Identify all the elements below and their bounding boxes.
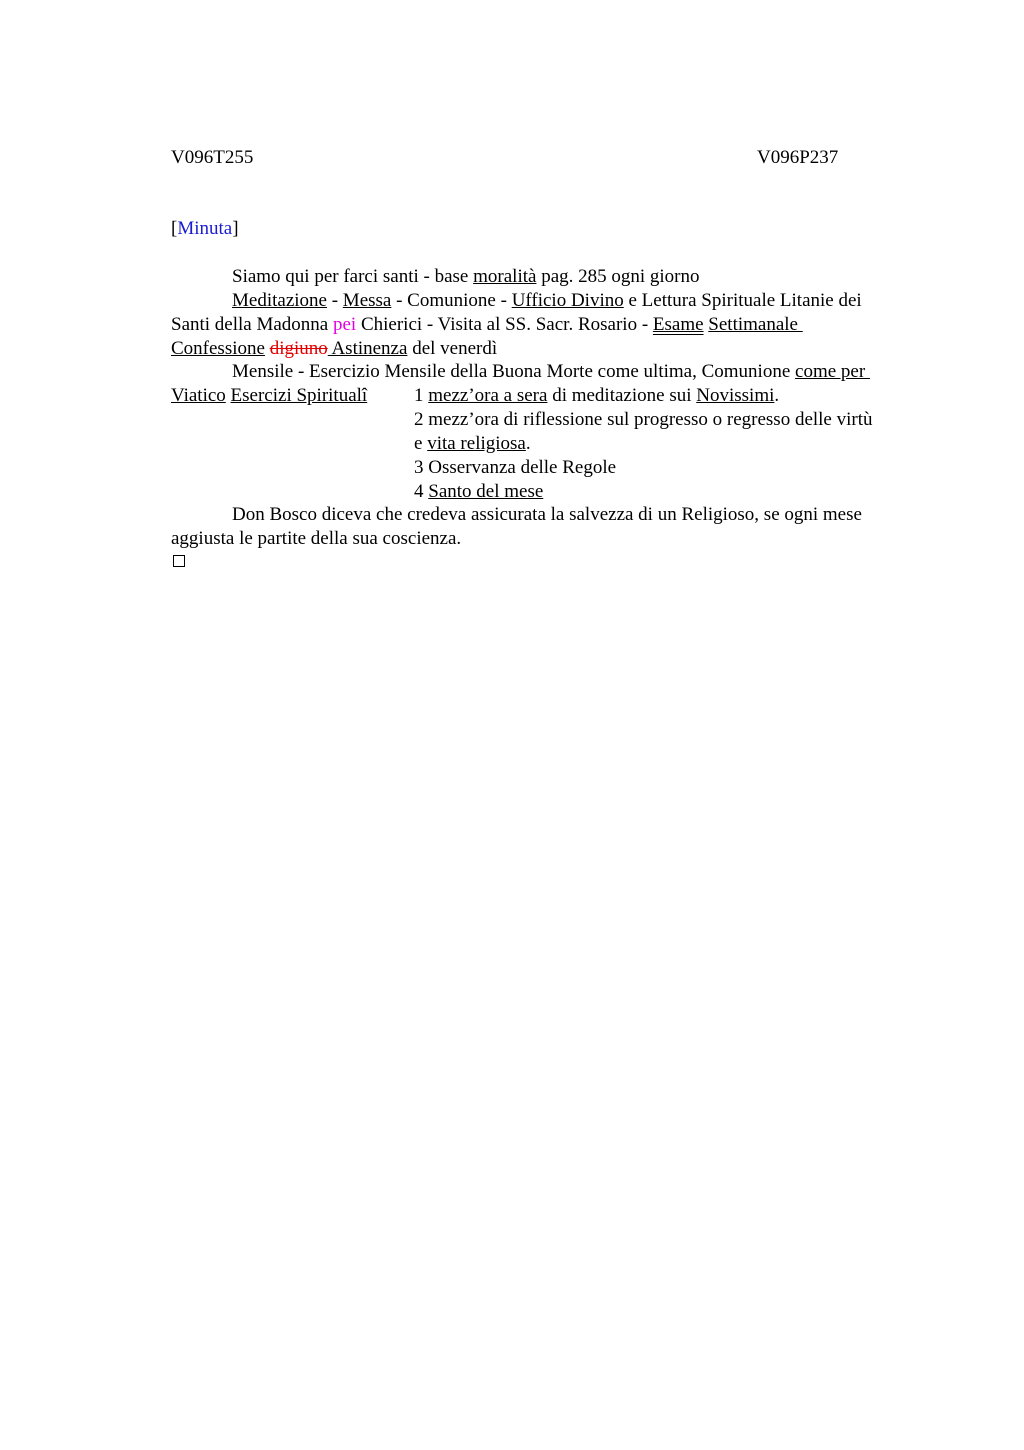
paragraph-2-line-1 bbox=[232, 289, 862, 313]
p2-text-2: - Comunione - bbox=[391, 290, 512, 311]
p3-viatico: Viatico bbox=[171, 385, 226, 406]
p3-text-1: Mensile - Esercizio Mensile della Buona Morte come ultima, Comunione bbox=[232, 361, 796, 382]
header-left-code-text: V096T255 bbox=[171, 147, 254, 168]
p2-l2-settimanale: Settimanale bbox=[708, 314, 803, 335]
list-item-2-period: . bbox=[525, 433, 531, 454]
header-right-code bbox=[757, 146, 838, 170]
p2-l3-astinenza: Astinenza bbox=[327, 338, 408, 359]
list-item-1-novissimi: Novissimi bbox=[696, 385, 775, 406]
p2-ufficio-divino: Ufficio Divino bbox=[511, 290, 624, 311]
list-item-2-text: 2 mezz’ora di riflessione sul progresso o regresso delle virtù bbox=[414, 409, 873, 430]
list-item-4-number: 4 bbox=[414, 481, 429, 502]
paragraph-1 bbox=[232, 265, 700, 289]
p4-text-2: aggiusta le partite della sua coscienza. bbox=[171, 528, 462, 549]
p2-l2-esame: Esame bbox=[652, 314, 704, 335]
p2-text-1: - bbox=[326, 290, 343, 311]
paragraph-2-line-2 bbox=[171, 313, 803, 337]
p4-text-1: Don Bosco diceva che credeva assicurata la salvezza di un Religioso, se ogni mese bbox=[232, 504, 862, 525]
p2-l2-pei: pei bbox=[333, 314, 357, 335]
p1-text-2: pag. 285 ogni giorno bbox=[536, 266, 700, 287]
list-item-4 bbox=[414, 480, 543, 504]
p2-l3-confessione: Confessione bbox=[171, 338, 265, 359]
p2-l2-text-2: Chierici - Visita al SS. Sacr. Rosario - bbox=[356, 314, 653, 335]
paragraph-3-line-2 bbox=[171, 384, 367, 408]
list-item-2-e: e bbox=[414, 433, 428, 454]
list-item-1-period: . bbox=[774, 385, 780, 406]
list-item-2-vita-religiosa: vita religiosa bbox=[427, 433, 526, 454]
title-word: Minuta bbox=[177, 218, 233, 239]
header-left-code bbox=[171, 146, 253, 170]
list-item-1-underlined: mezz’ora a sera bbox=[428, 385, 548, 406]
paragraph-4-line-2 bbox=[171, 527, 461, 551]
list-item-2-line-2 bbox=[414, 432, 531, 456]
list-item-1 bbox=[414, 384, 779, 408]
p2-text-3: e Lettura Spirituale Litanie dei bbox=[623, 290, 862, 311]
list-item-1-number: 1 bbox=[414, 385, 429, 406]
list-item-3-text: 3 Osservanza delle Regole bbox=[414, 457, 617, 478]
p3-esercizi-spirituali: Esercizi Spirituali bbox=[230, 385, 368, 406]
paragraph-3-line-1 bbox=[232, 360, 870, 384]
p1-text-1: Siamo qui per farci santi - base bbox=[232, 266, 474, 287]
p2-l3-struck-word: digiuno bbox=[269, 338, 328, 359]
p2-l2-text-1: Santi della Madonna bbox=[171, 314, 333, 335]
p3-come-per: come per bbox=[795, 361, 870, 382]
title-open-bracket: [ bbox=[171, 218, 178, 239]
header-right-code-text: V096P237 bbox=[757, 147, 839, 168]
p2-meditazione: Meditazione bbox=[232, 290, 327, 311]
end-square-icon bbox=[173, 555, 185, 567]
list-item-4-santo-del-mese: Santo del mese bbox=[428, 481, 544, 502]
list-item-1-text: di meditazione sui bbox=[547, 385, 697, 406]
paragraph-2-line-3 bbox=[171, 337, 497, 361]
list-item-3 bbox=[414, 456, 616, 480]
p1-underlined-1: moralità bbox=[473, 266, 537, 287]
document-title bbox=[171, 217, 239, 241]
list-item-2-line-1 bbox=[414, 408, 873, 432]
p2-l3-text: del venerdì bbox=[407, 338, 498, 359]
paragraph-4-line-1 bbox=[232, 503, 862, 527]
p2-messa: Messa bbox=[342, 290, 392, 311]
title-close-bracket: ] bbox=[232, 218, 239, 239]
